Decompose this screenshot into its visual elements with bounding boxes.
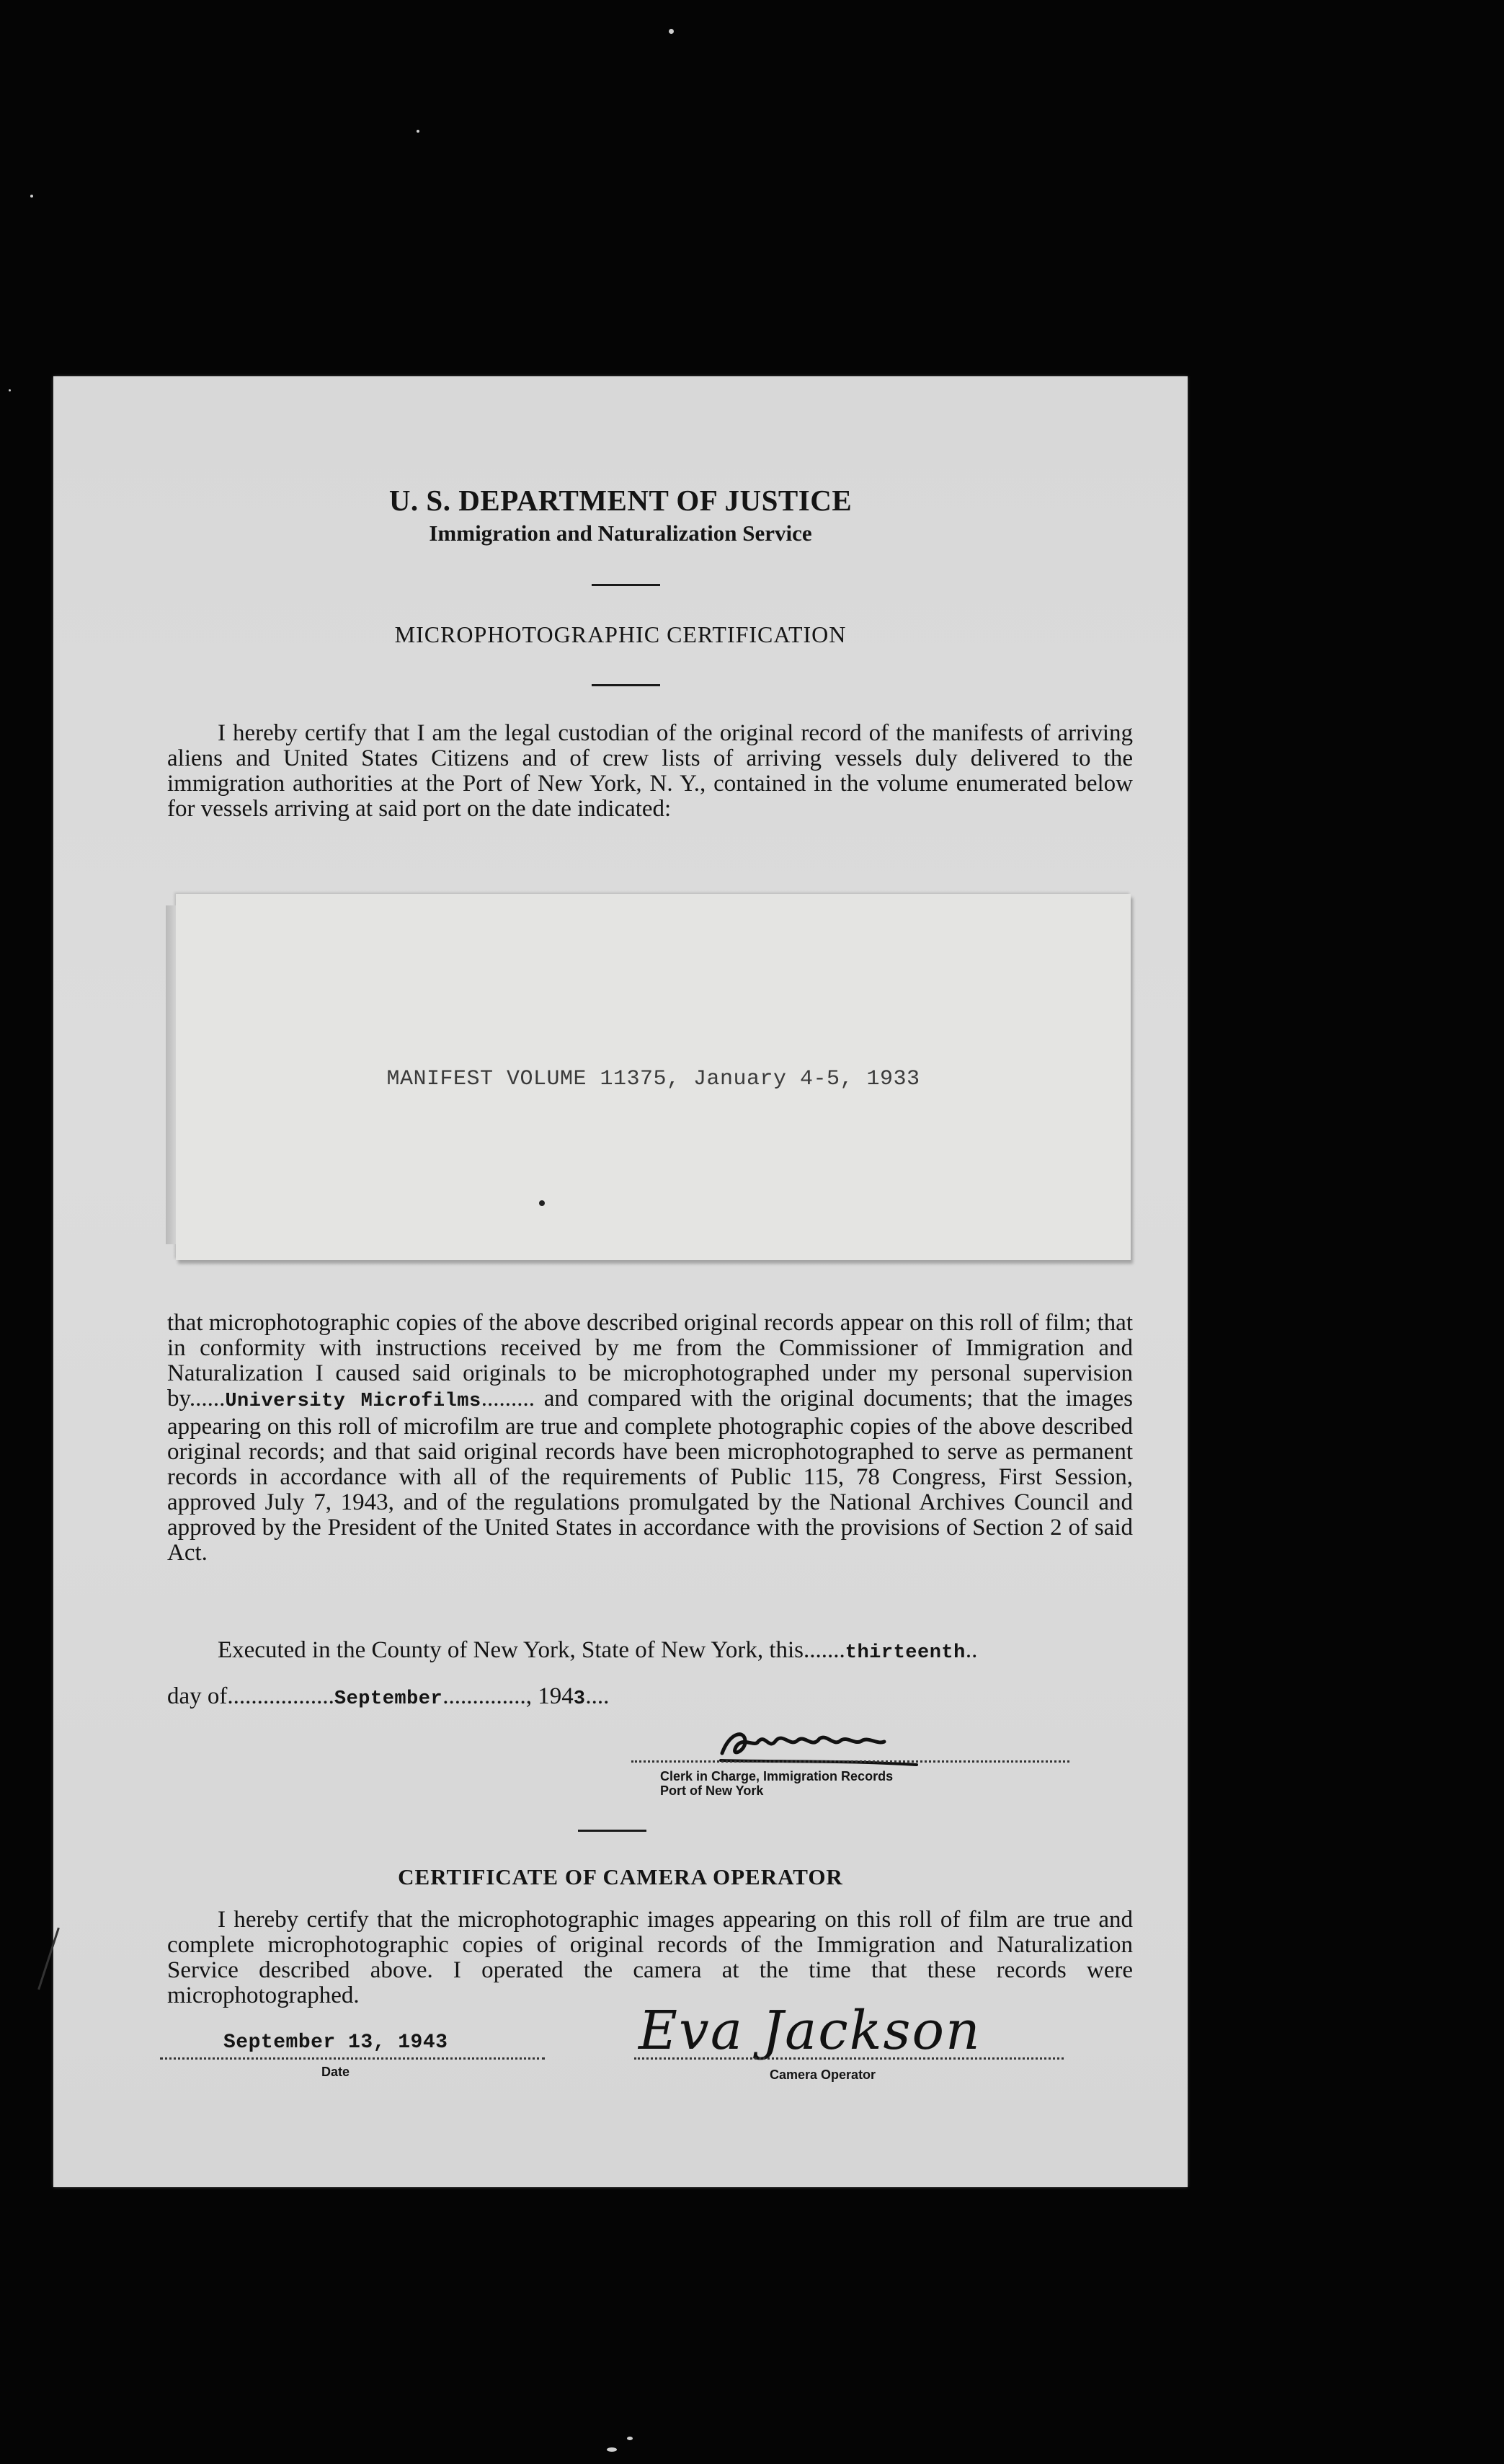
- day-of-text: day of: [167, 1683, 228, 1709]
- service-subtitle: Immigration and Naturalization Service: [429, 520, 812, 546]
- certification-heading: MICROPHOTOGRAPHIC CERTIFICATION: [394, 621, 847, 647]
- card-edge: [166, 905, 176, 1244]
- supervisor-name: University Microfilms: [225, 1391, 481, 1412]
- camera-paragraph: [167, 1907, 1133, 2008]
- supervisor-dots-after: .........: [481, 1386, 535, 1412]
- month-dots: ..................: [227, 1683, 334, 1709]
- camera-text: I hereby certify that the microphotographic images appearing on this roll of film are true and complete microphotographic copies of original records of the Immigration and Naturalization Service described above. I operated the camera at the time that these records were microphotographed.: [167, 1907, 1133, 2008]
- clerk-title: Clerk in Charge, Immigration Records: [660, 1769, 894, 1783]
- clerk-signature-line: [631, 1760, 1069, 1763]
- film-speck: [627, 2437, 633, 2440]
- camera-operator-heading: CERTIFICATE OF CAMERA OPERATOR: [398, 1864, 843, 1889]
- month-dots-after: ..............: [442, 1683, 526, 1709]
- camera-operator-signature: Eva Jackson: [638, 2000, 982, 2062]
- day-dots: ..: [965, 1637, 978, 1663]
- year-dots: ....: [585, 1683, 610, 1709]
- manifest-label: MANIFEST VOLUME 11375, January 4-5, 1933: [386, 1067, 920, 1091]
- film-speck: [669, 29, 674, 34]
- film-speck: [417, 130, 419, 133]
- header-divider: [592, 584, 660, 586]
- body-text-end: and compared with the original documents; that the images appearing on this roll of microfilm are true and complete photographic copies of the above described original records; and that said original records have been microphotographed to serve as permanent records in accordance with all of the requirements of Public 115, 78 Congress, First Session, approved July 7, 1943, and of the regulations promulgated by the National Archives Council and approved by the President of the United States in accordance with the provisions of Section 2 of said Act.: [167, 1386, 1133, 1566]
- year-digit: 3: [573, 1688, 586, 1710]
- intro-text: I hereby certify that I am the legal custodian of the original record of the manifests of arriving aliens and United States Citizens and of crew lists of arriving vessels duly delivered to the immigration authorities at the Port of New York, N. Y., contained in the volume enumerated below for vessels arriving at said port on the date indicated:: [167, 720, 1133, 822]
- department-title: U. S. DEPARTMENT OF JUSTICE: [388, 484, 853, 517]
- camera-date-value: September 13, 1943: [223, 2031, 448, 2054]
- day-of-line: [167, 1684, 609, 1712]
- operator-caption: Camera Operator: [770, 2068, 876, 2082]
- executed-line: [218, 1638, 977, 1666]
- year-prefix: , 194: [525, 1683, 574, 1709]
- date-caption: Date: [321, 2065, 350, 2079]
- film-speck: [9, 389, 11, 391]
- date-line: [160, 2057, 545, 2060]
- month-value: September: [334, 1688, 443, 1710]
- clerk-signature: [715, 1719, 924, 1776]
- body-paragraph: [167, 1311, 1133, 1566]
- card-speck: [539, 1200, 545, 1206]
- clerk-port: Port of New York: [660, 1783, 764, 1798]
- film-speck: [607, 2447, 617, 2452]
- heading-divider: [592, 684, 660, 686]
- operator-line: [634, 2057, 1064, 2060]
- executed-text: Executed in the County of New York, State of New York, this: [218, 1637, 804, 1663]
- certificate-page: [53, 376, 1188, 2187]
- camera-divider: [578, 1830, 646, 1832]
- manifest-card: [176, 894, 1131, 1260]
- margin-mark: [37, 1928, 60, 1990]
- body-text-start: that microphotographic copies of the above described original records appear on this roll of film; that in conformity with instructions received by me from the Commissioner of Immigration and Naturalization I caused said originals to be microphotographed under my personal supervision by: [167, 1310, 1133, 1412]
- film-speck: [30, 195, 33, 198]
- executed-dots: .......: [804, 1637, 845, 1663]
- day-value: thirteenth: [845, 1642, 966, 1664]
- intro-paragraph: [167, 721, 1133, 822]
- supervisor-dots: ......: [189, 1386, 226, 1412]
